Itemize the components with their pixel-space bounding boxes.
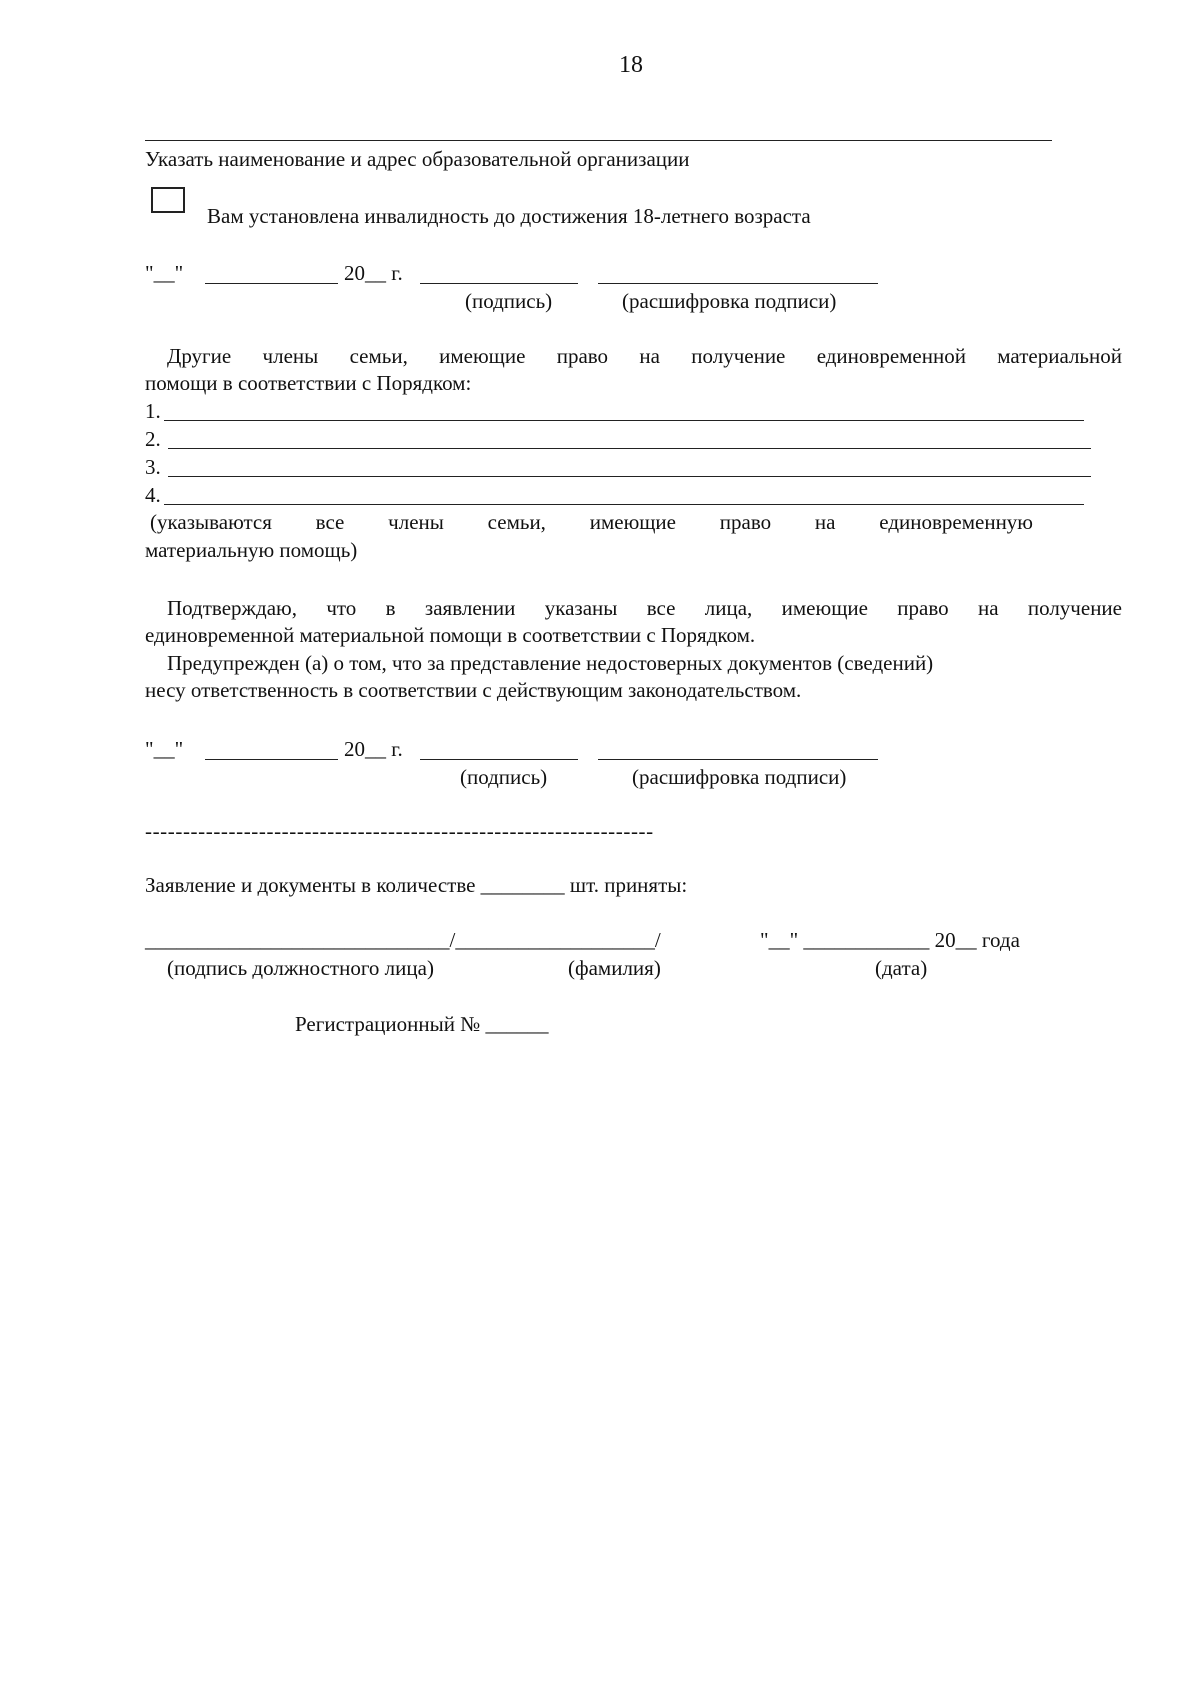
family-note-cont: материальную помощь) <box>145 538 358 562</box>
registration-number[interactable]: Регистрационный № ______ <box>295 1012 549 1036</box>
page-number: 18 <box>619 52 643 78</box>
signature-caption: (подпись) <box>465 289 553 313</box>
date-caption: (дата) <box>875 956 928 980</box>
confirm-text-cont: единовременной материальной помощи в соответствии с Порядком. <box>145 623 756 647</box>
signature-line[interactable] <box>420 283 578 284</box>
confirm-text: Подтверждаю, что в заявлении указаны все лица, имеющие право на получение <box>167 596 1122 620</box>
family-item-line[interactable] <box>164 420 1084 421</box>
signature-decode-caption: (расшифровка подписи) <box>632 765 847 789</box>
acceptance-text: Заявление и документы в количестве ________ шт. приняты: <box>145 873 688 897</box>
family-item-line[interactable] <box>168 476 1091 477</box>
family-item-number: 4. <box>145 483 161 507</box>
surname-caption: (фамилия) <box>568 956 661 980</box>
warning-text: Предупрежден (а) о том, что за представление недостоверных документов (сведений) <box>167 651 934 675</box>
official-caption: (подпись должностного лица) <box>167 956 434 980</box>
family-item-number: 3. <box>145 455 161 479</box>
disability-text: Вам установлена инвалидность до достижения 18-летнего возраста <box>207 204 811 228</box>
signature-decode-line[interactable] <box>598 283 878 284</box>
date-month-line[interactable] <box>205 283 338 284</box>
date-year: 20__ г. <box>344 261 403 285</box>
warning-text-cont: несу ответственность в соответствии с действующим законодательством. <box>145 678 802 702</box>
date-month-line[interactable] <box>205 759 338 760</box>
disability-checkbox[interactable] <box>151 187 185 213</box>
dashed-separator: ------------------------------------------------------------------- <box>145 819 654 843</box>
org-label: Указать наименование и адрес образовательной организации <box>145 147 690 171</box>
family-item-number: 1. <box>145 399 161 423</box>
family-intro-cont: помощи в соответствии с Порядком: <box>145 371 472 395</box>
family-note: (указываются все члены семьи, имеющие право на единовременную <box>150 510 1033 534</box>
signature-line[interactable] <box>420 759 578 760</box>
date-day-quote[interactable]: "__" <box>145 261 184 285</box>
org-fill-line[interactable] <box>145 140 1052 141</box>
signature-decode-caption: (расшифровка подписи) <box>622 289 837 313</box>
signature-caption: (подпись) <box>460 765 548 789</box>
family-item-line[interactable] <box>164 504 1084 505</box>
acceptance-date[interactable]: "__" ____________ 20__ года <box>760 928 1020 952</box>
date-year: 20__ г. <box>344 737 403 761</box>
date-day-quote[interactable]: "__" <box>145 737 184 761</box>
family-item-line[interactable] <box>168 448 1091 449</box>
official-signature-line[interactable]: _____________________________/___________________/ <box>145 928 661 952</box>
signature-decode-line[interactable] <box>598 759 878 760</box>
family-intro: Другие члены семьи, имеющие право на получение единовременной материальной <box>167 344 1122 368</box>
family-item-number: 2. <box>145 427 161 451</box>
